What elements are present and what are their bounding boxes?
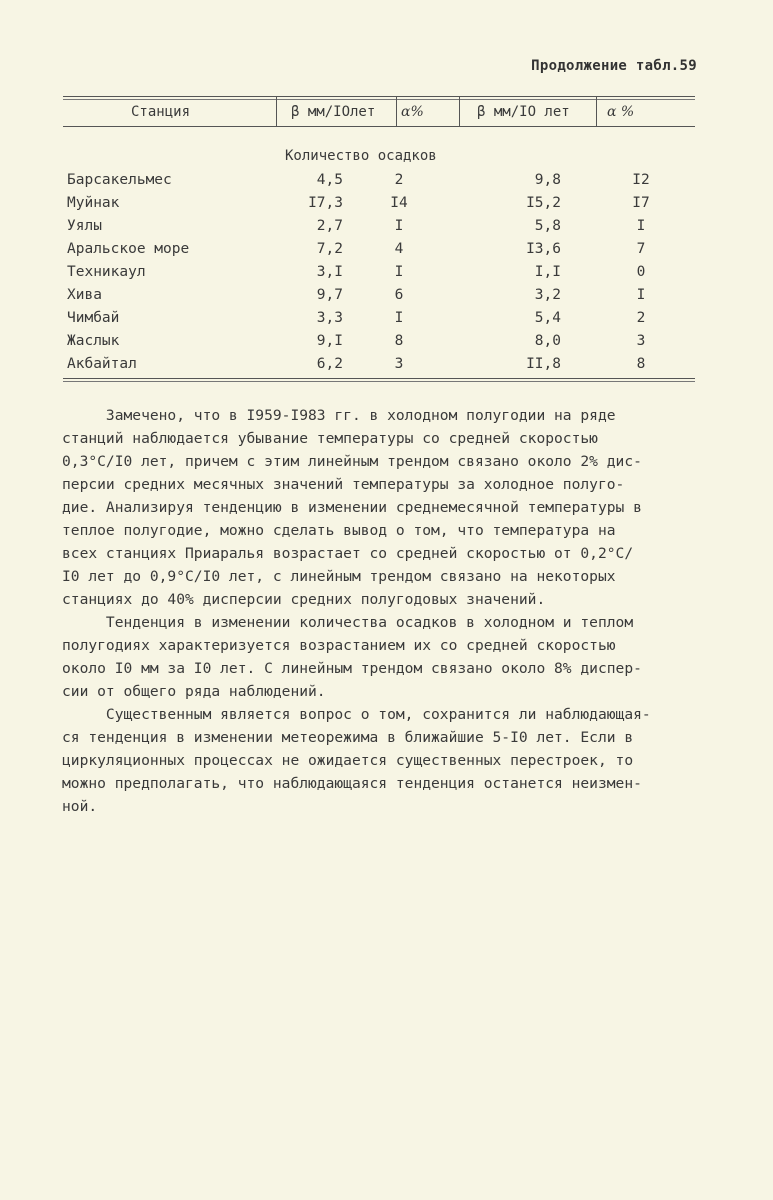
beta-warm-cell: I5,2 [526,195,561,211]
paragraph-line: около I0 мм за I0 лет. С линейным трендом связано около 8% диспер- [62,660,642,677]
beta-cold-cell: 6,2 [316,356,343,372]
beta-warm-cell: 9,8 [534,172,561,188]
alpha-cold-cell: I [394,264,404,280]
alpha-cold-cell: I [394,310,404,326]
paragraph-line: можно предполагать, что наблюдающаяся тенденция останется неизмен- [62,775,642,792]
paragraph-line: всех станциях Приаралья возрастает со средней скоростью от 0,2°С/ [62,545,634,562]
alpha-cold-cell: I4 [390,195,408,211]
paragraph-line: Существенным является вопрос о том, сохранится ли наблюдающая- [62,706,651,723]
table-row [63,215,695,237]
alpha-cold-cell: 4 [394,241,404,257]
header-divider [459,96,460,126]
header-station: Станция [131,104,191,120]
table-bottom-rule [63,378,695,379]
paragraph-line: ся тенденция в изменении метеорежима в ближайшие 5-I0 лет. Если в [62,729,634,746]
station-cell: Акбайтал [67,356,137,372]
beta-warm-cell: I3,6 [526,241,561,257]
header-beta-warm: β мм/IO лет [477,104,570,120]
table-row [63,330,695,352]
beta-cold-cell: 7,2 [316,241,343,257]
table-row [63,238,695,260]
table-row [63,192,695,214]
alpha-warm-cell: 2 [636,310,646,326]
beta-warm-cell: 5,8 [534,218,561,234]
beta-warm-cell: I,I [534,264,561,280]
paragraph-line: теплое полугодие, можно сделать вывод о том, что температура на [62,522,616,539]
table-row [63,307,695,329]
header-alpha-cold: α% [401,104,424,120]
table-row [63,353,695,375]
table-bottom-rule-double [63,381,695,382]
beta-warm-cell: II,8 [526,356,561,372]
paragraph-line: циркуляционных процессах не ожидается существенных перестроек, то [62,752,634,769]
alpha-warm-cell: I7 [632,195,650,211]
alpha-warm-cell: 3 [636,333,646,349]
table-row [63,261,695,283]
station-cell: Уялы [67,218,102,234]
alpha-cold-cell: 8 [394,333,404,349]
header-alpha-warm: α % [607,104,635,120]
header-divider [396,96,397,126]
section-title: Количество осадков [285,148,437,164]
paragraph-line: Тенденция в изменении количества осадков в холодном и теплом [62,614,634,631]
alpha-warm-cell: 0 [636,264,646,280]
table-header-rule [63,126,695,127]
table-row [63,284,695,306]
paragraph [62,611,702,703]
paragraph-line: станциях до 40% дисперсии средних полугодовых значений. [62,591,546,608]
table-row [63,169,695,191]
table-continuation-label: Продолжение табл.59 [531,58,697,74]
table-top-rule [63,96,695,97]
beta-cold-cell: 9,I [316,333,343,349]
paragraph [62,404,702,611]
table-top-rule-double [63,99,695,100]
beta-cold-cell: 4,5 [316,172,343,188]
header-divider [596,96,597,126]
paragraph-line: персии средних месячных значений температуры за холодное полуго- [62,476,625,493]
station-cell: Муйнак [67,195,120,211]
alpha-warm-cell: I [636,218,646,234]
alpha-warm-cell: I [636,287,646,303]
paragraph-line: I0 лет до 0,9°С/I0 лет, с линейным трендом связано на некоторых [62,568,616,585]
paragraph-line: сии от общего ряда наблюдений. [62,683,326,700]
alpha-cold-cell: 2 [394,172,404,188]
station-cell: Чимбай [67,310,120,326]
paragraph-line: Замечено, что в I959-I983 гг. в холодном полугодии на ряде [62,407,616,424]
beta-cold-cell: 2,7 [316,218,343,234]
paragraph-line: 0,3°С/I0 лет, причем с этим линейным трендом связано около 2% дис- [62,453,642,470]
alpha-warm-cell: I2 [632,172,650,188]
header-divider [276,96,277,126]
alpha-cold-cell: 3 [394,356,404,372]
alpha-warm-cell: 7 [636,241,646,257]
body-text [62,404,702,818]
paragraph-line: дие. Анализируя тенденцию в изменении среднемесячной температуры в [62,499,642,516]
alpha-warm-cell: 8 [636,356,646,372]
beta-warm-cell: 3,2 [534,287,561,303]
beta-cold-cell: 3,I [316,264,343,280]
beta-warm-cell: 8,0 [534,333,561,349]
beta-cold-cell: 3,3 [316,310,343,326]
station-cell: Техникаул [67,264,146,280]
beta-warm-cell: 5,4 [534,310,561,326]
alpha-cold-cell: I [394,218,404,234]
station-cell: Барсакельмес [67,172,172,188]
header-beta-cold: β мм/IOлет [291,104,376,120]
paragraph-line: станций наблюдается убывание температуры со средней скоростью [62,430,598,447]
alpha-cold-cell: 6 [394,287,404,303]
paragraph-line: ной. [62,798,98,815]
beta-cold-cell: I7,3 [308,195,343,211]
station-cell: Аральское море [67,241,190,257]
paragraph [62,703,702,818]
paragraph-line: полугодиях характеризуется возрастанием их со средней скоростью [62,637,616,654]
station-cell: Хива [67,287,102,303]
beta-cold-cell: 9,7 [316,287,343,303]
station-cell: Жаслык [67,333,120,349]
